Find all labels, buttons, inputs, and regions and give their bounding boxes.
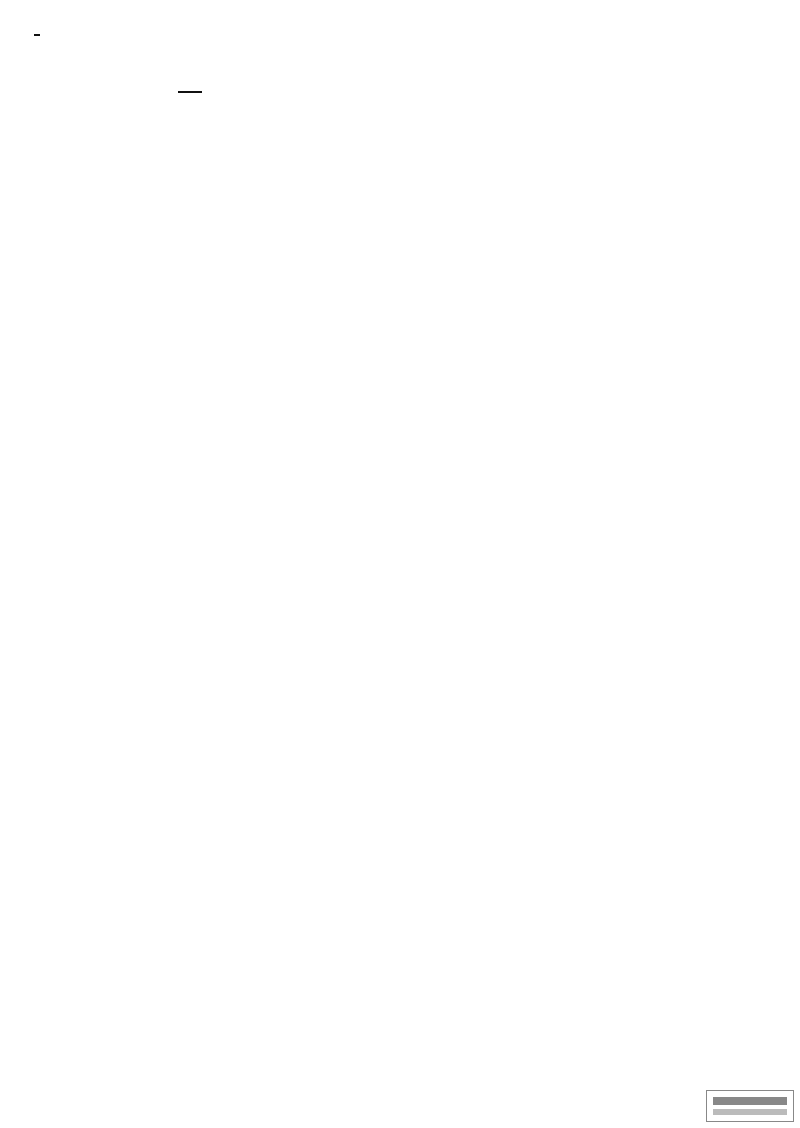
time-signature [178, 90, 202, 94]
site-logo [706, 1090, 794, 1122]
time-signature-divider [178, 91, 202, 93]
lyricist-credit [34, 34, 40, 36]
